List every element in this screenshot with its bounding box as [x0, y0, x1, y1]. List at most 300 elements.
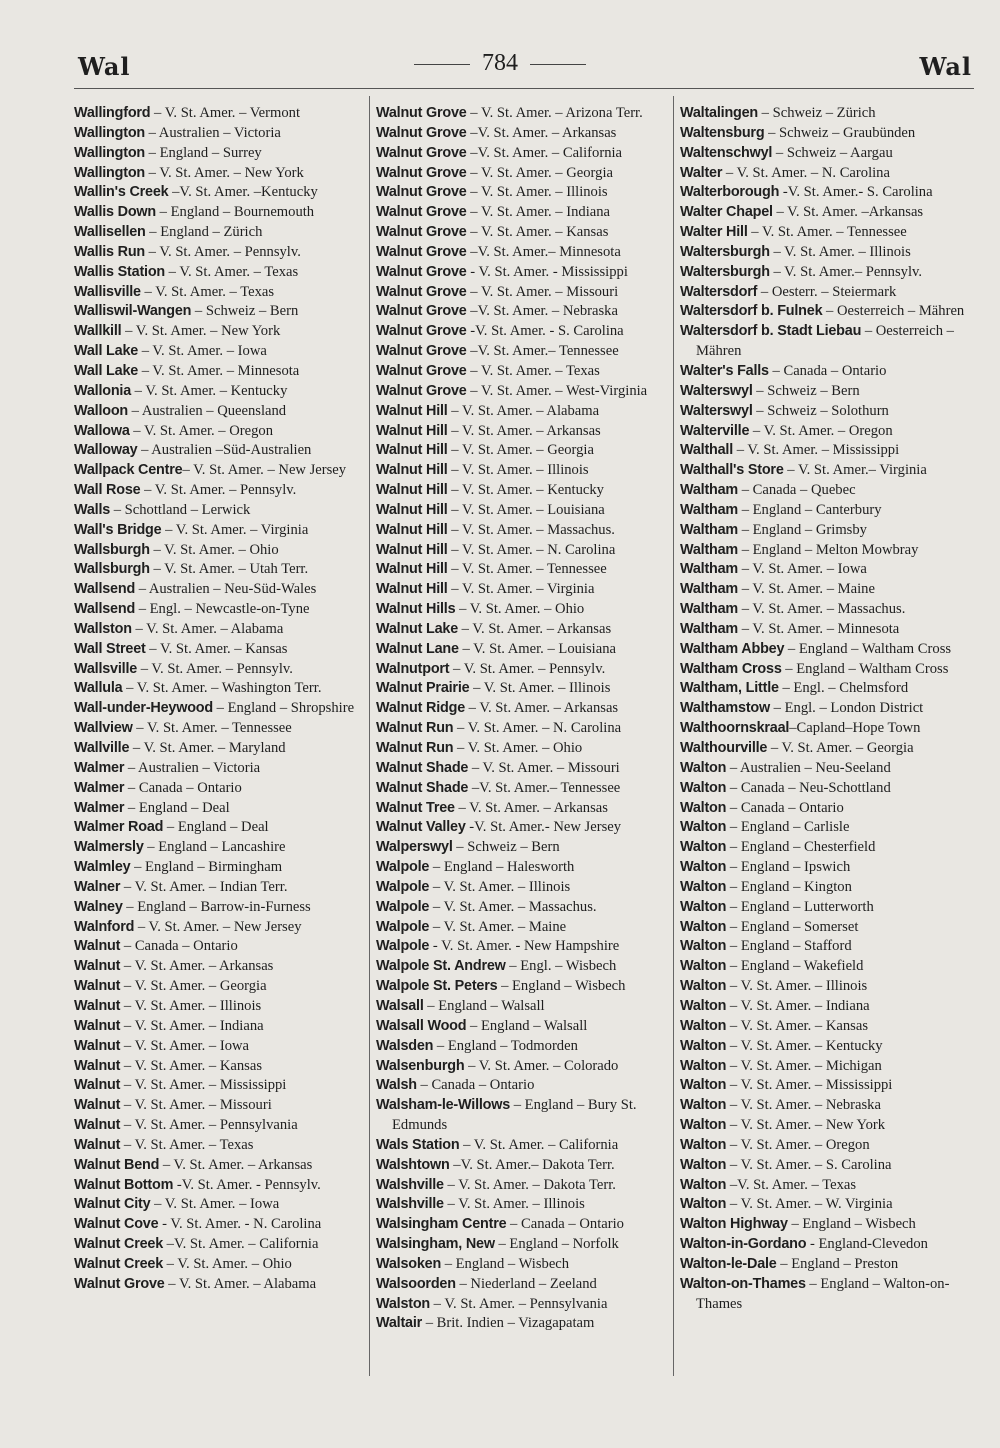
gazetteer-entry — [376, 203, 668, 223]
place-location: – V. St. Amer. – Massachus. — [738, 601, 906, 618]
place-name: Walnut — [74, 938, 121, 955]
place-location: – V. St. Amer. – Kentucky — [447, 482, 604, 499]
place-name: Wallkill — [74, 323, 122, 340]
place-name: Walton — [680, 819, 727, 836]
place-name: Wallisville — [74, 283, 141, 300]
gazetteer-entry — [74, 640, 364, 660]
place-location: – Engl. – London District — [770, 700, 924, 717]
place-name: Walton — [680, 1196, 727, 1213]
gazetteer-entry — [680, 580, 970, 600]
place-name: Walnut Grove — [376, 224, 467, 241]
place-location: – V. St. Amer. – Pennsylvania — [120, 1117, 298, 1134]
gazetteer-entry — [376, 541, 668, 561]
place-name: Walton — [680, 1057, 727, 1074]
place-name: Walton — [680, 878, 727, 895]
place-location: – V. St. Amer. – Kansas — [145, 640, 288, 657]
gazetteer-entry — [74, 124, 364, 144]
gazetteer-entry — [74, 541, 364, 561]
gazetteer-entry — [376, 144, 668, 164]
place-name: Wall Lake — [74, 362, 139, 379]
running-head-left: Wal — [78, 52, 131, 81]
place-name: Wallview — [74, 720, 133, 737]
gazetteer-entry — [376, 1275, 668, 1295]
place-name: Walnut Cove — [74, 1216, 159, 1233]
place-location: – V. St. Amer. – Iowa — [138, 343, 267, 360]
place-name: Walter Hill — [680, 224, 748, 241]
gazetteer-entry — [680, 838, 970, 858]
place-name: Walsingham Centre — [376, 1216, 507, 1233]
gazetteer-entry — [680, 164, 970, 184]
place-location: – England – Waltham Cross — [781, 660, 949, 677]
place-name: Walnut — [74, 997, 121, 1014]
place-name: Walpole St. Andrew — [376, 958, 506, 975]
gazetteer-entry — [376, 858, 668, 878]
place-location: –V. St. Amer. – California — [163, 1236, 319, 1253]
place-name: Wallville — [74, 740, 130, 756]
gazetteer-entry — [74, 600, 364, 620]
place-name: Wall-under-Heywood — [74, 700, 213, 717]
gazetteer-entry — [376, 799, 668, 819]
place-name: Walnut Hill — [376, 581, 448, 598]
gazetteer-entry — [376, 342, 668, 362]
place-location: – V. St. Amer. – S. Carolina — [726, 1156, 892, 1173]
place-name: Walnut Lake — [376, 620, 459, 637]
header-dash-right — [530, 64, 586, 65]
place-name: Walnut Hill — [376, 442, 448, 459]
gazetteer-entry — [680, 799, 970, 819]
gazetteer-entry — [74, 719, 364, 739]
place-location: – V. St. Amer. – Mississippi — [120, 1077, 287, 1094]
place-name: Wallonia — [74, 382, 132, 399]
gazetteer-entry — [74, 1195, 364, 1215]
place-name: Walnut Grove — [74, 1275, 165, 1292]
place-location: – V. St. Amer. – Pennsylv. — [145, 243, 301, 260]
place-name: Waltersburgh — [680, 243, 770, 260]
place-name: Waltham — [680, 620, 739, 637]
gazetteer-entry — [680, 422, 970, 442]
place-location: –V. St. Amer. –Kentucky — [168, 184, 318, 201]
place-location: – England – Somerset — [726, 918, 859, 935]
place-location: – V. St. Amer. – Mississippi — [733, 442, 900, 459]
place-name: Walnut Hill — [376, 462, 448, 479]
gazetteer-entry — [376, 441, 668, 461]
column-divider-1 — [369, 96, 370, 1376]
place-name: Walnut Valley — [376, 819, 466, 836]
place-location: – Engl. – Chelmsford — [778, 680, 909, 697]
place-name: Walnut Grove — [376, 343, 467, 360]
gazetteer-entry — [376, 501, 668, 521]
place-location: –V. St. Amer.– Tennessee — [468, 779, 621, 796]
gazetteer-entry — [680, 1037, 970, 1057]
gazetteer-entry — [680, 521, 970, 541]
place-name: Walmer Road — [74, 819, 164, 836]
gazetteer-entry — [680, 1195, 970, 1215]
place-location: – V. St. Amer. – Tennessee — [132, 720, 292, 737]
place-location: – Canada – Ontario — [120, 938, 238, 955]
place-location: -V. St. Amer. - Pennsylv. — [173, 1176, 321, 1193]
place-name: Walton — [680, 1097, 727, 1114]
place-location: – England – Melton Mowbray — [738, 541, 919, 558]
gazetteer-entry — [376, 481, 668, 501]
place-location: – V. St. Amer. – Arkansas — [159, 1156, 313, 1173]
place-location: – V. St. Amer. – Vermont — [150, 105, 301, 121]
place-location: –Capland–Hope Town — [789, 720, 921, 737]
place-name: Waltenschwyl — [680, 144, 773, 161]
place-location: – Australien – Victoria — [124, 759, 261, 776]
place-location: – England – Wisbech — [787, 1216, 916, 1233]
gazetteer-entry — [74, 1275, 364, 1295]
place-name: Walnut Grove — [376, 184, 467, 201]
place-location: – V. St. Amer. – Minnesota — [738, 620, 900, 637]
place-location: – V. St. Amer. – Indian Terr. — [120, 878, 288, 895]
gazetteer-entry — [74, 144, 364, 164]
place-location: – V. St. Amer. – Utah Terr. — [149, 561, 309, 578]
place-location: – Schweiz – Solothurn — [752, 402, 889, 419]
place-location: – V. St. Amer. – Maine — [429, 918, 567, 935]
place-name: Wall's Bridge — [74, 521, 162, 538]
gazetteer-entry — [376, 183, 668, 203]
place-location: – V. St. Amer. – Pennsylv. — [137, 660, 293, 677]
place-name: Wallsend — [74, 581, 136, 598]
place-location: – V. St. Amer. – Ohio — [455, 601, 585, 618]
place-name: Walpole — [376, 859, 430, 876]
place-name: Walton — [680, 1077, 727, 1094]
place-location: – Niederland – Zeeland — [455, 1275, 597, 1292]
gazetteer-entry — [74, 997, 364, 1017]
place-name: Walnut Grove — [376, 124, 467, 141]
place-location: – V. St. Amer. – Ohio — [453, 740, 583, 756]
gazetteer-entry — [74, 461, 364, 481]
place-name: Walnut Grove — [376, 164, 467, 181]
gazetteer-entry — [376, 1037, 668, 1057]
place-name: Walton — [680, 799, 727, 816]
place-location: – V. St. Amer. – Massachus. — [447, 521, 615, 538]
place-name: Walter — [680, 164, 723, 181]
place-name: Walmer — [74, 799, 125, 816]
gazetteer-entry — [680, 818, 970, 838]
gazetteer-entry — [376, 1295, 668, 1315]
header-dash-left — [414, 64, 470, 65]
place-name: Wallingford — [74, 105, 151, 121]
gazetteer-entry — [74, 957, 364, 977]
place-location: – V. St. Amer. – Illinois — [447, 462, 589, 479]
gazetteer-entry — [74, 521, 364, 541]
place-location: – V. St. Amer. – Missouri — [466, 283, 619, 300]
gazetteer-entry — [376, 422, 668, 442]
gazetteer-entry — [376, 382, 668, 402]
place-location: – Schweiz – Bern — [191, 303, 299, 320]
place-location: – Engl. – Newcastle-on-Tyne — [135, 601, 310, 618]
place-name: Walnut Hill — [376, 402, 448, 419]
gazetteer-entry — [680, 283, 970, 303]
gazetteer-entry — [680, 719, 970, 739]
place-name: Walloon — [74, 402, 129, 419]
place-location: – Oesterreich – Mähren — [696, 323, 954, 360]
place-location: – Schweiz – Bern — [752, 382, 860, 399]
place-location: – Brit. Indien – Vizagapatam — [422, 1315, 595, 1332]
place-location: – V. St. Amer. – Kansas — [466, 224, 609, 241]
place-name: Waltalingen — [680, 105, 759, 121]
place-name: Walnut Creek — [74, 1236, 164, 1253]
place-name: Waltham Abbey — [680, 640, 785, 657]
gazetteer-entry — [74, 342, 364, 362]
place-location: – England – Chesterfield — [726, 839, 876, 856]
place-location: – V. St. Amer.– Virginia — [783, 462, 927, 479]
gazetteer-entry — [74, 699, 364, 719]
place-location: – V. St. Amer. – Arkansas — [454, 799, 608, 816]
gazetteer-entry — [74, 481, 364, 501]
place-name: Waltham — [680, 541, 739, 558]
gazetteer-entry — [680, 1076, 970, 1096]
place-location: - V. St. Amer. - N. Carolina — [158, 1216, 322, 1233]
place-location: – V. St. Amer. – New Jersey — [134, 918, 302, 935]
gazetteer-entry — [74, 1096, 364, 1116]
gazetteer-entry — [74, 1255, 364, 1275]
place-name: Wallington — [74, 164, 145, 181]
place-name: Walnut — [74, 1136, 121, 1153]
place-location: – Canada – Ontario — [124, 779, 242, 796]
place-location: – V. St. Amer. – W. Virginia — [726, 1196, 893, 1213]
place-location: – V. St. Amer. – Washington Terr. — [122, 680, 322, 697]
place-name: Walner — [74, 878, 121, 895]
place-location: – England – Birmingham — [130, 859, 283, 876]
place-name: Waltersdorf — [680, 283, 758, 300]
place-name: Walnut Grove — [376, 323, 467, 340]
gazetteer-entry — [376, 779, 668, 799]
place-location: – Schottland – Lerwick — [110, 501, 251, 518]
gazetteer-entry — [680, 759, 970, 779]
place-location: – England – Wisbech — [497, 978, 626, 995]
place-name: Wall Lake — [74, 343, 139, 360]
gazetteer-entry — [376, 918, 668, 938]
gazetteer-entry — [680, 1235, 970, 1255]
place-name: Walton — [680, 958, 727, 975]
gazetteer-entry — [74, 1235, 364, 1255]
place-location: – V. St. Amer. – Michigan — [726, 1057, 882, 1074]
gazetteer-entry — [74, 918, 364, 938]
place-name: Walnut Grove — [376, 105, 467, 121]
gazetteer-entry — [376, 1076, 668, 1096]
place-name: Wallin's Creek — [74, 184, 169, 201]
gazetteer-entry — [74, 283, 364, 303]
gazetteer-entry — [680, 997, 970, 1017]
place-name: Walnut — [74, 978, 121, 995]
place-location: – Australien – Victoria — [145, 124, 281, 141]
gazetteer-entry — [680, 679, 970, 699]
gazetteer-entry — [74, 1156, 364, 1176]
place-name: Wallis Station — [74, 263, 166, 280]
place-location: – V. St. Amer. – Illinois — [429, 878, 571, 895]
place-name: Walnut Run — [376, 720, 454, 737]
gazetteer-entry — [74, 362, 364, 382]
place-location: – Canada – Ontario — [726, 799, 844, 816]
gazetteer-entry — [74, 779, 364, 799]
place-location: – England – Wakefield — [726, 958, 864, 975]
place-name: Walton-in-Gordano — [680, 1236, 807, 1253]
gazetteer-entry — [74, 679, 364, 699]
header-rule — [74, 88, 974, 89]
place-name: Walsh — [376, 1077, 417, 1094]
place-location: – V. St. Amer. – Oregon — [129, 422, 274, 439]
place-name: Walton — [680, 839, 727, 856]
place-name: Walnut Grove — [376, 283, 467, 300]
gazetteer-entry — [74, 1057, 364, 1077]
place-name: Walpole — [376, 898, 430, 915]
place-location: – Schweiz – Aargau — [772, 144, 893, 161]
place-name: Walsoken — [376, 1255, 442, 1272]
place-name: Walnut Hill — [376, 482, 448, 499]
place-name: Walshville — [376, 1176, 444, 1193]
place-name: Walthoornskraal — [680, 720, 790, 737]
place-location: – V. St. Amer. – Georgia — [767, 740, 914, 756]
gazetteer-entry — [680, 263, 970, 283]
place-location: – V. St. Amer. – Iowa — [120, 1037, 250, 1054]
gazetteer-entry — [376, 1215, 668, 1235]
place-location: – Canada – Neu-Schottland — [726, 779, 891, 796]
place-name: Walsall — [376, 997, 424, 1014]
gazetteer-entry — [376, 719, 668, 739]
place-location: – V. St. Amer. – Tennessee — [747, 224, 907, 241]
place-name: Walter's Falls — [680, 362, 769, 379]
place-location: – England – Surrey — [145, 144, 262, 161]
place-name: Walnut Hill — [376, 521, 448, 538]
place-location: – England – Bournemouth — [156, 204, 315, 221]
gazetteer-entry — [680, 1156, 970, 1176]
gazetteer-entry — [680, 699, 970, 719]
place-name: Walnut Grove — [376, 362, 467, 379]
gazetteer-entry — [74, 818, 364, 838]
gazetteer-entry — [376, 699, 668, 719]
place-location: – Australien –Süd-Australien — [137, 442, 312, 459]
place-location: – V. St. Amer. – Texas — [466, 362, 600, 379]
place-location: – V. St. Amer. – Georgia — [466, 164, 613, 181]
place-location: – England – Bury St. Edmunds — [392, 1097, 637, 1134]
gazetteer-entry — [680, 183, 970, 203]
place-name: Walshtown — [376, 1156, 450, 1173]
gazetteer-entry — [74, 759, 364, 779]
gazetteer-entry — [680, 302, 970, 322]
place-location: – V. St. Amer. – Louisiana — [447, 501, 605, 518]
gazetteer-entry — [74, 878, 364, 898]
gazetteer-entry — [376, 263, 668, 283]
place-location: – V. St. Amer. – Pennsylv. — [449, 660, 606, 677]
place-location: – V. St. Amer. – N. Carolina — [447, 541, 616, 558]
place-name: Walston — [376, 1295, 431, 1312]
place-location: – V. St. Amer. – Ohio — [149, 541, 279, 558]
place-location: –V. St. Amer. – Texas — [726, 1176, 857, 1193]
place-name: Walthall's Store — [680, 462, 784, 479]
gazetteer-entry — [376, 243, 668, 263]
gazetteer-entry — [680, 1116, 970, 1136]
place-location: – England – Ipswich — [726, 859, 851, 876]
gazetteer-entry — [74, 660, 364, 680]
place-name: Wallington — [74, 124, 145, 141]
gazetteer-entry — [376, 818, 668, 838]
place-location: – V. St. Amer. – Maryland — [129, 740, 286, 756]
place-location: – England – Wisbech — [441, 1255, 570, 1272]
place-location: – V. St. Amer. – West-Virginia — [466, 382, 648, 399]
place-location: – V. St. Amer.– Pennsylv. — [769, 263, 922, 280]
place-location: – V. St. Amer. – New York — [145, 164, 304, 181]
place-name: Walter Chapel — [680, 204, 773, 221]
gazetteer-entry — [680, 1275, 970, 1315]
place-name: Walterborough — [680, 184, 780, 201]
place-name: Waltham — [680, 581, 739, 598]
place-location: – V. St. Amer. – Illinois — [466, 184, 608, 201]
gazetteer-entry — [74, 382, 364, 402]
place-location: – England – Shropshire — [212, 700, 355, 717]
place-name: Walney — [74, 898, 123, 915]
place-name: Walnut — [74, 1037, 121, 1054]
place-name: Walmer — [74, 759, 125, 776]
place-location: – England – Waltham Cross — [784, 640, 952, 657]
gazetteer-entry — [376, 640, 668, 660]
place-location: – V. St. Amer. – Missouri — [120, 1097, 272, 1114]
place-location: – V. St. Amer. – Alabama — [164, 1275, 317, 1292]
running-head-right: Wal — [919, 52, 972, 81]
place-location: – England – Walsall — [423, 997, 545, 1014]
gazetteer-entry — [74, 977, 364, 997]
place-location: – V. St. Amer. – Kansas — [120, 1057, 262, 1074]
place-name: Walpole St. Peters — [376, 978, 498, 995]
gazetteer-entry — [376, 878, 668, 898]
gazetteer-entry — [680, 1017, 970, 1037]
place-name: Wallington — [74, 144, 145, 161]
place-location: – V. St. Amer. – Massachus. — [429, 898, 597, 915]
gazetteer-entry — [376, 1195, 668, 1215]
place-location: – V. St. Amer. – Oregon — [726, 1136, 870, 1153]
place-location: -V. St. Amer. - S. Carolina — [466, 323, 624, 340]
place-name: Walton — [680, 1037, 727, 1054]
place-name: Walls — [74, 501, 111, 518]
place-location: – V. St. Amer. – Texas — [140, 283, 275, 300]
place-location: – V. St. Amer. – New York — [726, 1117, 886, 1134]
place-location: – V. St. Amer. – New York — [121, 323, 281, 340]
place-location: – England – Stafford — [726, 938, 852, 955]
gazetteer-entry — [376, 580, 668, 600]
gazetteer-entry — [74, 183, 364, 203]
place-location: – Canada – Quebec — [738, 482, 856, 499]
place-name: Walnut City — [74, 1196, 151, 1213]
place-location: – England – Lutterworth — [726, 898, 874, 915]
gazetteer-entry — [376, 1156, 668, 1176]
place-name: Walterville — [680, 422, 750, 439]
place-location: – V. St. Amer. – Louisiana — [458, 640, 616, 657]
gazetteer-entry — [680, 322, 970, 362]
place-name: Walpole — [376, 938, 430, 955]
gazetteer-entry — [680, 620, 970, 640]
place-location: – V. St. Amer. – N. Carolina — [453, 720, 622, 737]
gazetteer-entry — [680, 779, 970, 799]
place-location: – England – Zürich — [145, 224, 263, 241]
place-location: – Schweiz – Zürich — [758, 105, 876, 121]
place-name: Wallis Run — [74, 243, 146, 260]
place-name: Walnut Ridge — [376, 700, 465, 717]
place-name: Walnut Run — [376, 740, 454, 756]
place-name: Walnut — [74, 1097, 121, 1114]
gazetteer-entry — [376, 1057, 668, 1077]
gazetteer-entry — [680, 1096, 970, 1116]
place-name: Wallis Down — [74, 204, 157, 221]
column-divider-2 — [673, 96, 674, 1376]
gazetteer-entry — [680, 382, 970, 402]
place-location: – V. St. Amer. – Indiana — [466, 204, 610, 221]
gazetteer-entry — [74, 1017, 364, 1037]
gazetteer-entry — [376, 660, 668, 680]
page-number: 784 — [482, 50, 518, 76]
place-location: -V. St. Amer.- New Jersey — [465, 819, 622, 836]
gazetteer-entry — [376, 957, 668, 977]
